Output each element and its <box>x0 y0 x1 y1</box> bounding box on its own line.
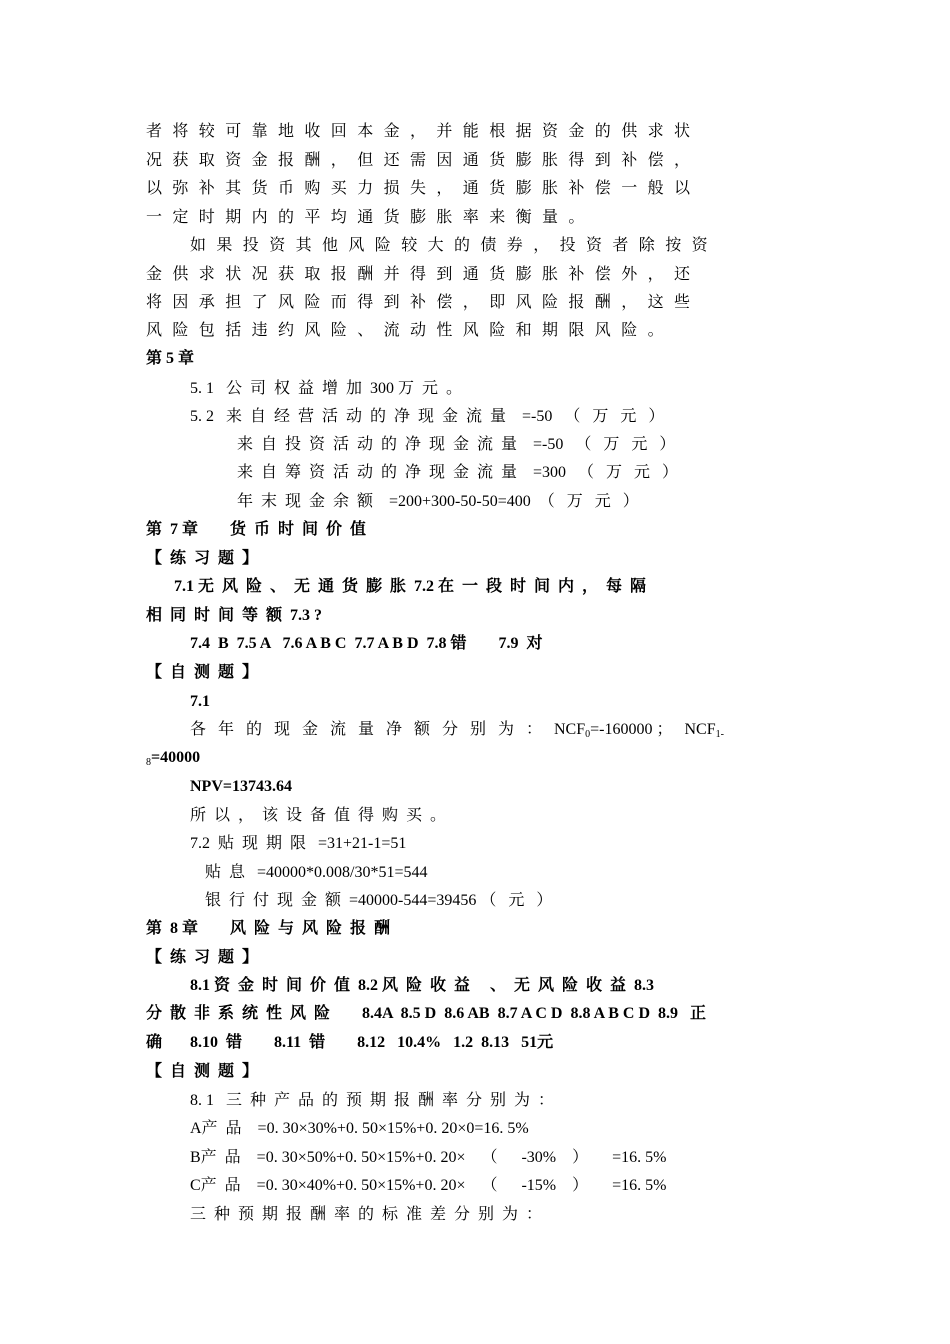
chapter-8-heading: 第 8 章 风 险 与 风 险 报 酬 <box>146 920 391 937</box>
cashflow-text: 各 年 的 现 金 流 量 净 额 分 别 为 ： NCF <box>190 721 586 738</box>
intro-line-7: 将 因 承 担 了 风 险 而 得 到 补 偿 ， 即 风 险 报 酬 ， 这 些 <box>146 294 694 311</box>
ncf0-subscript: 0 <box>585 729 591 740</box>
ch7-q1-number: 7.1 <box>190 693 210 710</box>
ch7-q2-discount-period: 7.2 贴 现 期 限 =31+21-1=51 <box>190 835 407 852</box>
intro-line-1: 者 将 较 可 靠 地 收 回 本 金 ， 并 能 根 据 资 金 的 供 求 状 <box>146 123 694 140</box>
ch8-practice-line-3: 确 8.10 错 8.11 错 8.12 10.4% 1.2 8.13 51元 <box>146 1034 554 1051</box>
intro-line-2: 况 获 取 资 金 报 酬 ， 但 还 需 因 通 货 膨 胀 得 到 补 偿 ， <box>146 152 694 169</box>
ch8-practice-line-2: 分 散 非 系 统 性 风 险 8.4A 8.5 D 8.6 AB 8.7 A C D 8.8 A B C D 8.9 正 <box>146 1005 707 1022</box>
ncf18-subscript: 1- <box>715 729 724 740</box>
ch8-practice-line-1: 8.1 资 金 时 间 价 值 8.2 风 险 收 益 、 无 风 险 收 益 8.3 <box>190 977 655 994</box>
ch7-conclusion: 所 以 ， 该 设 备 值 得 购 买 。 <box>190 807 447 824</box>
ch7-practice-label: 【 练 习 题 】 <box>146 550 259 567</box>
intro-line-5: 如 果 投 资 其 他 风 险 较 大 的 债 券 ， 投 资 者 除 按 资 <box>190 237 711 254</box>
ch7-practice-line-2: 相 同 时 间 等 额 7.3 ? <box>146 607 323 624</box>
ch7-q1-cashflow-line <box>190 719 950 741</box>
ch7-practice-line-1: 7.1 无 风 险 、 无 通 货 膨 胀 7.2 在 一 段 时 间 内 ， 每 隔 <box>174 578 647 595</box>
ch5-answer-5-2-investing: 来 自 投 资 活 动 的 净 现 金 流 量 =-50 （ 万 元 ） <box>237 436 676 453</box>
ch5-answer-5-2-operating: 5. 2 来 自 经 营 活 动 的 净 现 金 流 量 =-50 （ 万 元 ） <box>190 408 665 425</box>
chapter-5-heading: 第 5 章 <box>146 350 195 367</box>
ch8-product-b: B产 品 =0. 30×50%+0. 50×15%+0. 20× （ -30% ） =16. 5% <box>190 1149 667 1166</box>
ch5-answer-5-2-year-end: 年 末 现 金 余 额 =200+300-50-50=400 （ 万 元 ） <box>237 493 639 510</box>
ch5-answer-5-1: 5. 1 公 司 权 益 增 加 300 万 元 。 <box>190 380 463 397</box>
intro-line-6: 金 供 求 状 况 获 取 报 酬 并 得 到 通 货 膨 胀 补 偿 外 ， 还 <box>146 266 694 283</box>
ch8-selftest-label: 【 自 测 题 】 <box>146 1063 259 1080</box>
ncf18-value: =40000 <box>151 749 201 766</box>
intro-line-3: 以 弥 补 其 货 币 购 买 力 损 失 ， 通 货 膨 胀 补 偿 一 般 以 <box>146 180 694 197</box>
ch5-answer-5-2-financing: 来 自 筹 资 活 动 的 净 现 金 流 量 =300 （ 万 元 ） <box>237 464 679 481</box>
ch7-selftest-label: 【 自 测 题 】 <box>146 664 259 681</box>
intro-line-4: 一 定 时 期 内 的 平 均 通 货 膨 胀 率 来 衡 量 。 <box>146 209 588 226</box>
ch7-q2-bank-payment: 银 行 付 现 金 额 =40000-544=39456 （ 元 ） <box>205 892 553 909</box>
ch8-product-c: C产 品 =0. 30×40%+0. 50×15%+0. 20× （ -15% ） =16. 5% <box>190 1177 667 1194</box>
ncf0-value: =-160000 ； NCF <box>590 721 716 738</box>
chapter-7-heading: 第 7 章 货 币 时 间 价 值 <box>146 521 367 538</box>
ch8-std-dev-intro: 三 种 预 期 报 酬 率 的 标 准 差 分 别 为 ： <box>190 1206 543 1223</box>
ch8-product-a: A产 品 =0. 30×30%+0. 50×15%+0. 20×0=16. 5% <box>190 1120 529 1137</box>
ch7-q1-ncf18-line <box>146 747 950 769</box>
ch7-practice-line-3: 7.4 B 7.5 A 7.6 A B C 7.7 A B D 7.8 错 7.9 对 <box>190 635 543 652</box>
ch8-practice-label: 【 练 习 题 】 <box>146 949 259 966</box>
ncf18-cont-subscript: 8 <box>146 757 151 768</box>
ch8-q1-intro: 8. 1 三 种 产 品 的 预 期 报 酬 率 分 别 为 ： <box>190 1092 555 1109</box>
intro-line-8: 风 险 包 括 违 约 风 险 、 流 动 性 风 险 和 期 限 风 险 。 <box>146 322 667 339</box>
ch7-q2-interest: 贴 息 =40000*0.008/30*51=544 <box>205 864 428 881</box>
ch7-npv: NPV=13743.64 <box>190 778 292 795</box>
